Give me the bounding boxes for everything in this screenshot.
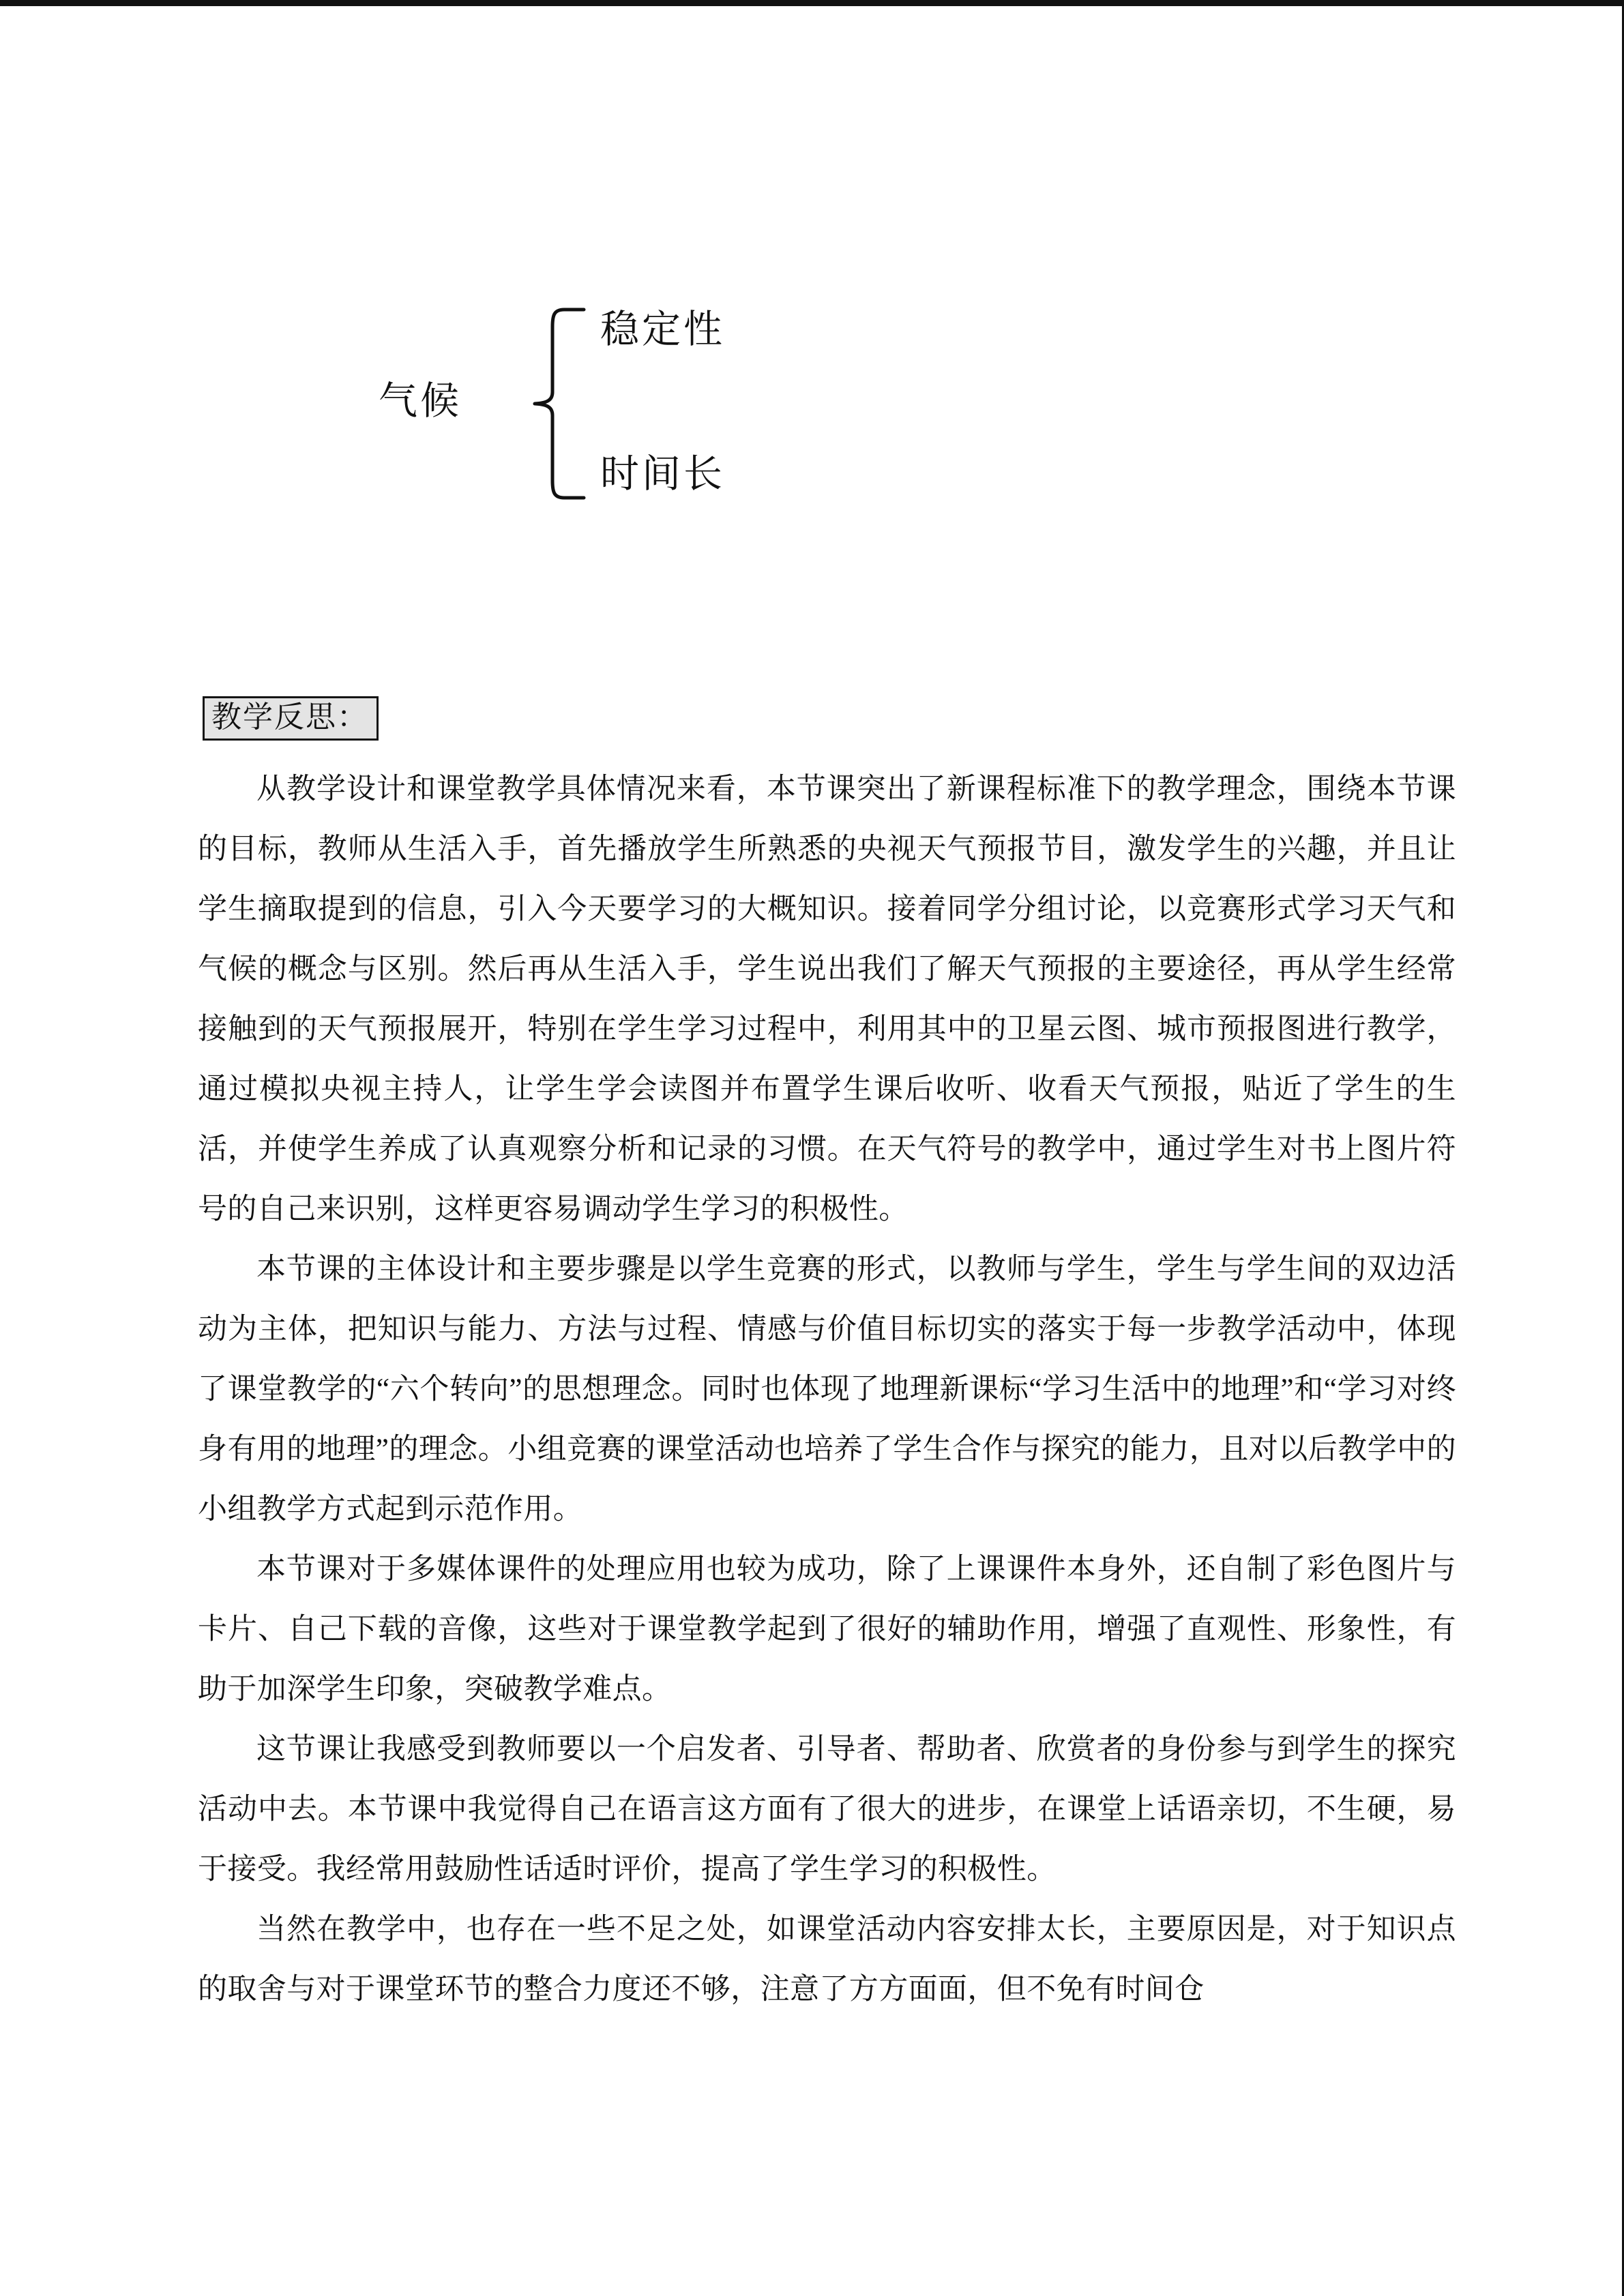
paragraph: 本节课的主体设计和主要步骤是以学生竞赛的形式，以教师与学生，学生与学生间的双边活动为主体，把知识与能力、方法与过程、情感与价值目标切实的落实于每一步教学活动中，体现了课堂教学的“六个转向”的思想理念。同时也体现了地理新课标“学习生活中的地理”和“学习对终身有用的地理”的理念。小组竞赛的课堂活动也培养了学生合作与探究的能力，且对以后教学中的小组教学方式起到示范作用。	[198, 1253, 1456, 1525]
left-curly-brace-icon	[532, 306, 587, 501]
paragraph: 本节课对于多媒体课件的处理应用也较为成功，除了上课课件本身外，还自制了彩色图片与卡片、自己下载的音像，这些对于课堂教学起到了很好的辅助作用，增强了直观性、形象性，有助于加深学生印象，突破教学难点。	[198, 1553, 1456, 1705]
concept-diagram	[379, 306, 897, 511]
diagram-branch-label-duration: 时间长	[600, 453, 725, 496]
reflection-body	[198, 760, 1456, 2020]
diagram-branch-label-stability: 稳定性	[600, 308, 725, 351]
paragraph: 当然在教学中，也存在一些不足之处，如课堂活动内容安排太长，主要原因是，对于知识点的取舍与对于课堂环节的整合力度还不够，注意了方方面面，但不免有时间仓	[198, 1913, 1456, 2006]
paragraph: 这节课让我感受到教师要以一个启发者、引导者、帮助者、欣赏者的身份参与到学生的探究活动中去。本节课中我觉得自己在语言这方面有了很大的进步，在课堂上话语亲切，不生硬，易于接受。我经常用鼓励性话适时评价，提高了学生学习的积极性。	[198, 1733, 1456, 1885]
section-heading-teaching-reflection: 教学反思：	[203, 696, 379, 741]
paragraph: 从教学设计和课堂教学具体情况来看，本节课突出了新课程标准下的教学理念，围绕本节课的目标，教师从生活入手，首先播放学生所熟悉的央视天气预报节目，激发学生的兴趣，并且让学生摘取提到的信息，引入今天要学习的大概知识。接着同学分组讨论，以竞赛形式学习天气和气候的概念与区别。然后再从生活入手，学生说出我们了解天气预报的主要途径，再从学生经常接触到的天气预报展开，特别在学生学习过程中，利用其中的卫星云图、城市预报图进行教学，通过模拟央视主持人，让学生学会读图并布置学生课后收听、收看天气预报，贴近了学生的生活，并使学生养成了认真观察分析和记录的习惯。在天气符号的教学中，通过学生对书上图片符号的自己来识别，这样更容易调动学生学习的积极性。	[198, 773, 1456, 1225]
diagram-root-label: 气候	[379, 380, 462, 423]
